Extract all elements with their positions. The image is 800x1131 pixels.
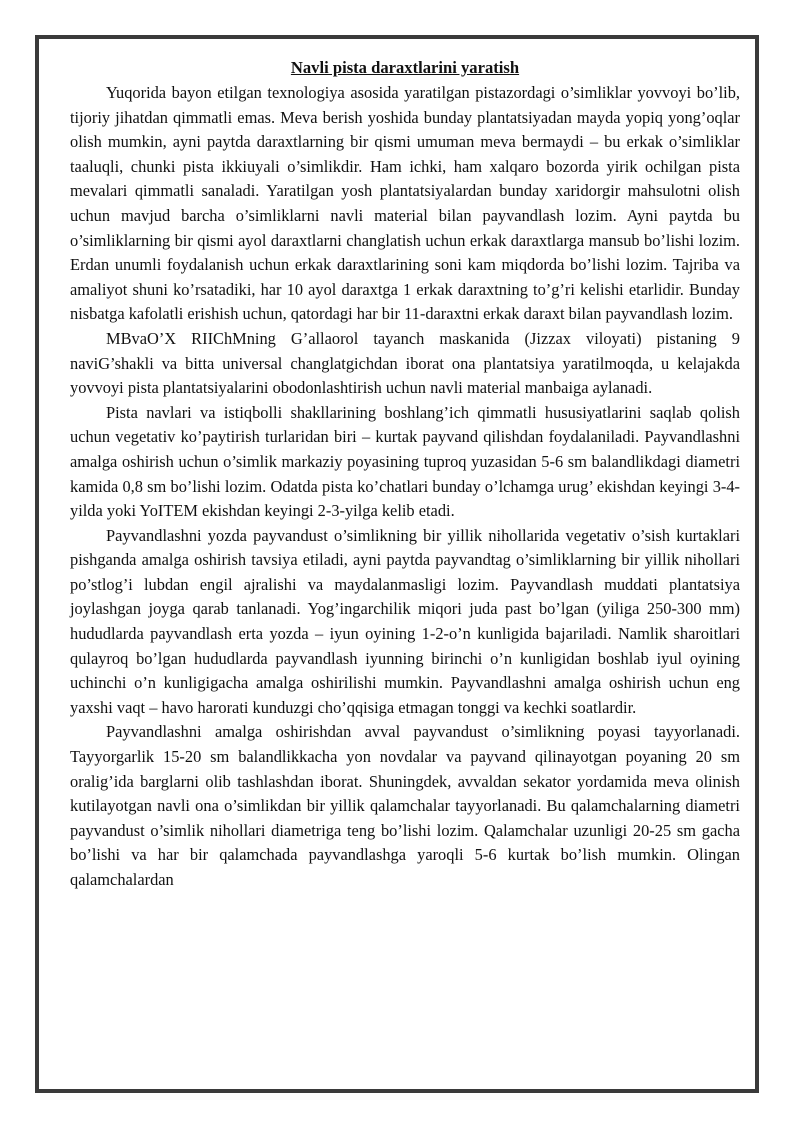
paragraph-1: Yuqorida bayon etilgan texnologiya asosida yaratilgan pistazordagi o’simliklar yovvoyi bo’lib, tijoriy jihatdan qimmatli emas. Meva berish yoshida bunday plantatsiyadan mayda yopiq yong’oqlar olish mumkin, ayni paytda daraxtlarning bir qismi umuman meva bermaydi – bu erkak o’simliklar taaluqli, chunki pista ikkiuyali o’simlikdir. Ham ichki, ham xalqaro bozorda yirik ochilgan pista mevalari qimmatli sanaladi. Yaratilgan yosh plantatsiyalardan bunday xaridorgir mahsulotni olish uchun mavjud barcha o’simliklarni navli material bilan payvandlash lozim. Ayni paytda bu o’simliklarning bir qismi ayol daraxtlarni changlatish uchun erkak daraxtlarga mansub bo’lishi lozim. Erdan unumli foydalanish uchun erkak daraxtlarining soni kam miqdorda bo’lishi lozim. Tajriba va amaliyot shuni ko’rsatadiki, har 10 ayol daraxtga 1 erkak daraxtning to’g’ri kelishi etarlidir. Bunday nisbatga kafolatli erishish uchun, qatordagi har bir 11-daraxtni erkak daraxt bilan payvandlash lozim. <box>70 83 740 324</box>
paragraph-5: Payvandlashni amalga oshirishdan avval payvandust o’simlikning poyasi tayyorlanadi. Tayyorgarlik 15-20 sm balandlikkacha yon novdalar va payvand qilinayotgan poyaning 20 sm oralig’ida barglarni olib tashlashdan iborat. Shuningdek, avvaldan sekator yordamida meva olinish kutilayotgan navli ona o’simlikdan bir yillik qalamchalar tayyorlanadi. Bu qalamchalarning diametri payvandust o’simlik nihollari diametriga teng bo’lishi lozim. Qalamchalar uzunligi 20-25 sm gacha bo’lishi va har bir qalamchada payvandlashga yaroqli 5-6 kurtak bo’lish mumkin. Olingan qalamchalardan <box>70 722 740 889</box>
paragraph-4: Payvandlashni yozda payvandust o’simlikning bir yillik nihollarida vegetativ o’sish kurtaklari pishganda amalga oshirish tavsiya etiladi, ayni paytda payvandtag o’simliklarning bir yillik nihollari po’stlog’i lubdan engil ajralishi va maydalanmasligi lozim. Payvandlash muddati plantatsiya joylashgan joyga qarab tanlanadi. Yog’ingarchilik miqori juda past bo’lgan (yiliga 250-300 mm) hududlarda payvandlash erta yozda – iyun oyining 1-2-o’n kunligida bajariladi. Namlik sharoitlari qulayroq bo’lgan hududlarda payvandlash iyunning birinchi o’n kunligidan boshlab iyul oyining uchinchi o’n kunligigacha amalga oshirilishi mumkin. Payvandlashni amalga oshirish uchun eng yaxshi vaqt – havo harorati kunduzgi cho’qqisiga etmagan tonggi va kechki soatlardir. <box>70 525 740 717</box>
paragraph-2: MBvaO’X RIIChMning G’allaorol tayanch maskanida (Jizzax viloyati) pistaning 9 naviG’shakli va bitta universal changlatgichdan iborat ona plantatsiya yaratilmoqda, u kelajakda yovvoyi pista plantatsiyalarini obodonlashtirish uchun navli material manbaiga aylanadi. <box>70 328 740 398</box>
document-title: Navli pista daraxtlarini yaratish <box>290 58 520 77</box>
document-body <box>70 56 740 893</box>
paragraph-3: Pista navlari va istiqbolli shakllarining boshlang’ich qimmatli hususiyatlarini saqlab qolish uchun vegetativ ko’paytirish turlaridan biri – kurtak payvand qilishdan foydalaniladi. Payvandlashni amalga oshirish uchun o’simlik markaziy poyasining tuproq yuzasidan 5-6 sm balandlikdagi diametri kamida 0,8 sm bo’lishi lozim. Odatda pista ko’chatlari bunday o’lchamga urug’ ekishdan keyingi 3-4-yilda yoki YoITEM ekishdan keyingi 2-3-yilga kelib etadi. <box>70 402 740 521</box>
